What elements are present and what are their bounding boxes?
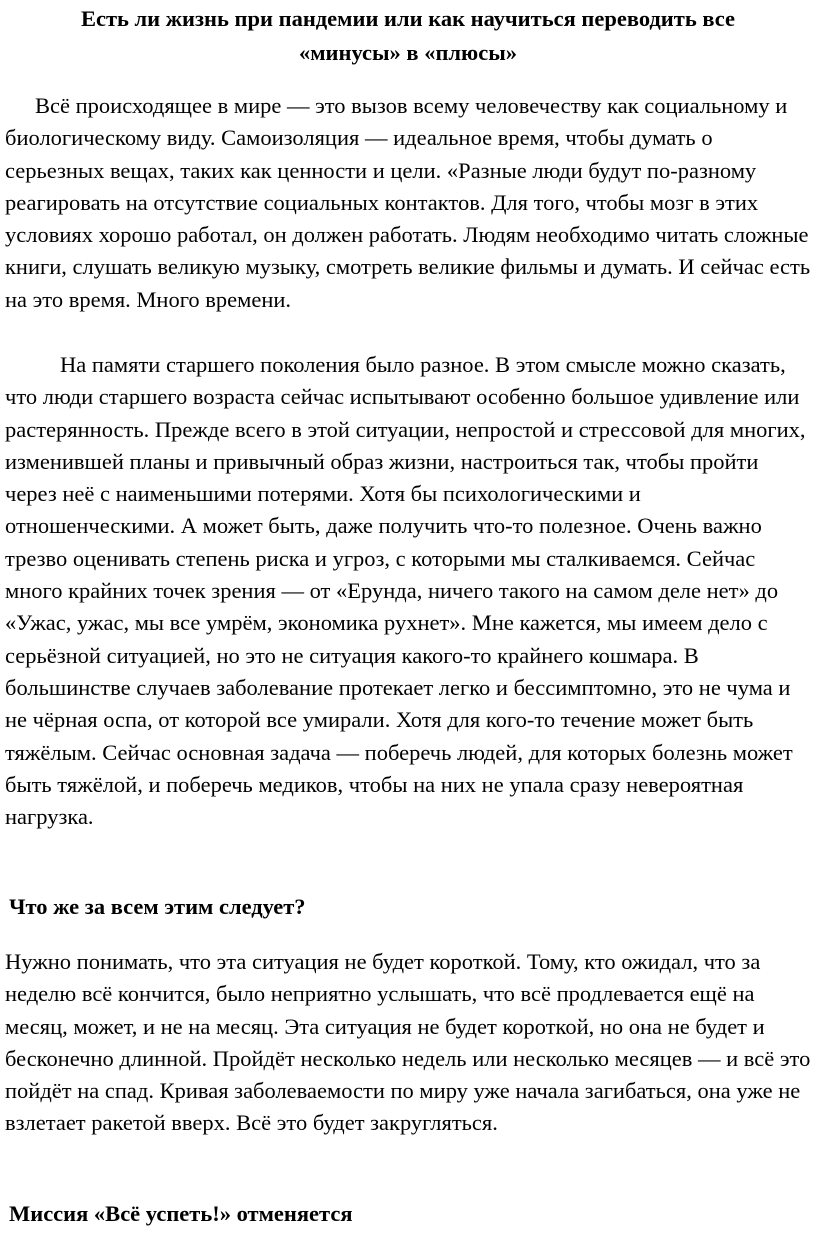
document-title: Есть ли жизнь при пандемии или как научиться переводить все «минусы» в «плюсы»: [80, 6, 736, 65]
paragraph-intro: Всё происходящее в мире ― это вызов всему человечеству как социальному и биологическому виду. Самоизоляция ― идеальное время, чтобы думать о серьезных вещах, таких как ценности и цели. «Разные люди будут по-разному реагировать на отсутствие социальных контактов. Для того, чтобы мозг в этих условиях хорошо работал, он должен работать. Людям необходимо читать сложные книги, слушать великую музыку, смотреть великие фильмы и думать. И сейчас есть на это время. Много времени.: [5, 93, 811, 312]
paragraph-situation-duration: Нужно понимать, что эта ситуация не будет короткой. Тому, кто ожидал, что за неделю всё кончится, было неприятно услышать, что всё продлевается ещё на месяц, может, и не на месяц. Эта ситуация не будет короткой, но она не будет и бесконечно длинной. Пройдёт несколько недель или несколько месяцев — и всё это пойдёт на спад. Кривая заболеваемости по миру уже начала загибаться, она уже не взлетает ракетой вверх. Всё это будет закругляться.: [5, 949, 811, 1136]
section-heading-mission-cancelled: Миссия «Всё успеть!» отменяется: [9, 1201, 353, 1226]
paragraph-older-generation: На памяти старшего поколения было разное. В этом смысле можно сказать, что люди старшего возраста сейчас испытывают особенно большое удивление или растерянность. Прежде всего в этой ситуации, непростой и стрессовой для многих, изменившей планы и привычный образ жизни, настроиться так, чтобы пройти через неё с наименьшими потерями. Хотя бы психологическими и отношенческими. А может быть, даже получить что-то полезное. Очень важно трезво оценивать степень риска и угроз, с которыми мы сталкиваемся. Сейчас много крайних точек зрения — от «Ерунда, ничего такого на самом деле нет» до «Ужас, ужас, мы все умрём, экономика рухнет». Мне кажется, мы имеем дело с серьёзной ситуацией, но это не ситуация какого-то крайнего кошмара. В большинстве случаев заболевание протекает легко и бессимптомно, это не чума и не чёрная оспа, от которой все умирали. Хотя для кого-то течение может быть тяжёлым. Сейчас основная задача — поберечь людей, для которых болезнь может быть тяжёлой, и поберечь медиков, чтобы на них не упала сразу невероятная нагрузка.: [5, 352, 806, 830]
section-heading-what-follows: Что же за всем этим следует?: [9, 894, 306, 919]
